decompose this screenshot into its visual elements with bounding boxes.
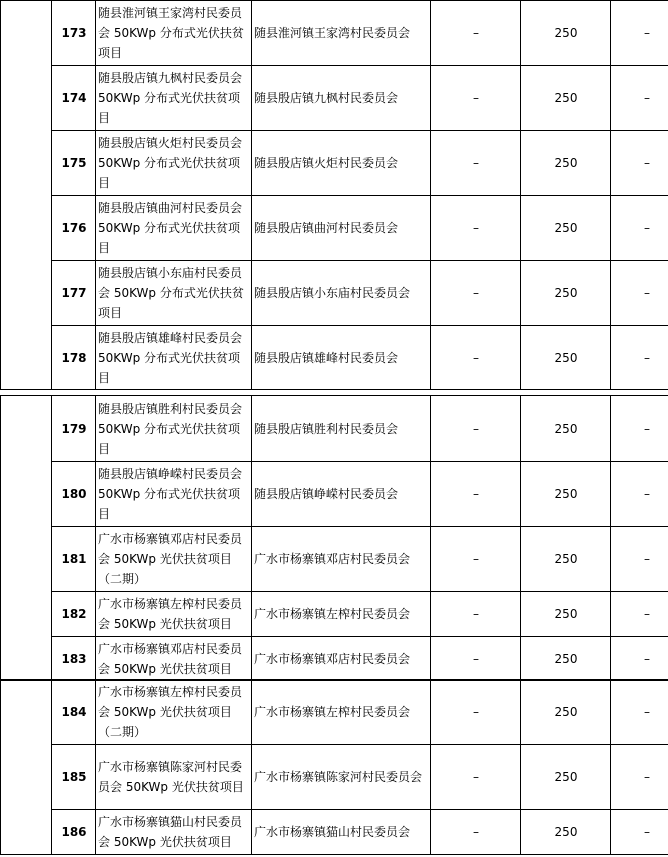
value-a: –	[431, 1, 521, 66]
value-a: –	[431, 261, 521, 326]
row-number: 184	[52, 680, 96, 745]
row-number: 186	[52, 810, 96, 855]
project-name: 广水市杨寨镇邓店村民委员会 50KWp 光伏扶贫项目（二期）	[96, 527, 252, 592]
value-c: –	[611, 745, 668, 810]
project-name: 广水市杨寨镇陈家河村民委员会 50KWp 光伏扶贫项目	[96, 745, 252, 810]
value-c: –	[611, 810, 668, 855]
value-a: –	[431, 637, 521, 681]
group-cell	[1, 396, 52, 681]
project-table-block-2	[0, 395, 668, 681]
group-cell	[1, 680, 52, 855]
project-name: 随县殷店镇曲河村民委员会 50KWp 分布式光伏扶贫项目	[96, 196, 252, 261]
value-c: –	[611, 1, 668, 66]
table-row	[1, 396, 668, 462]
table-row	[1, 261, 668, 326]
project-name: 随县殷店镇小东庙村民委员会 50KWp 分布式光伏扶贫项目	[96, 261, 252, 326]
table-row	[1, 592, 668, 637]
owner-unit: 随县殷店镇曲河村民委员会	[252, 196, 431, 261]
value-b: 250	[521, 396, 611, 462]
project-name: 随县殷店镇火炬村民委员会 50KWp 分布式光伏扶贫项目	[96, 131, 252, 196]
value-b: 250	[521, 637, 611, 681]
owner-unit: 广水市杨寨镇左榨村民委员会	[252, 680, 431, 745]
owner-unit: 广水市杨寨镇陈家河村民委员会	[252, 745, 431, 810]
project-name: 广水市杨寨镇猫山村民委员会 50KWp 光伏扶贫项目	[96, 810, 252, 855]
value-a: –	[431, 462, 521, 527]
project-name: 广水市杨寨镇左榨村民委员会 50KWp 光伏扶贫项目（二期）	[96, 680, 252, 745]
table-row	[1, 66, 668, 131]
owner-unit: 随县殷店镇小东庙村民委员会	[252, 261, 431, 326]
value-b: 250	[521, 680, 611, 745]
table-row	[1, 680, 668, 745]
value-a: –	[431, 196, 521, 261]
value-c: –	[611, 680, 668, 745]
project-name: 随县殷店镇峥嵘村民委员会 50KWp 分布式光伏扶贫项目	[96, 462, 252, 527]
value-c: –	[611, 131, 668, 196]
owner-unit: 随县殷店镇胜利村民委员会	[252, 396, 431, 462]
row-number: 175	[52, 131, 96, 196]
owner-unit: 广水市杨寨镇左榨村民委员会	[252, 592, 431, 637]
project-name: 广水市杨寨镇邓店村民委员会 50KWp 光伏扶贫项目	[96, 637, 252, 681]
owner-unit: 随县殷店镇峥嵘村民委员会	[252, 462, 431, 527]
value-b: 250	[521, 810, 611, 855]
row-number: 185	[52, 745, 96, 810]
row-number: 182	[52, 592, 96, 637]
value-a: –	[431, 810, 521, 855]
project-table-block-1	[0, 0, 668, 390]
owner-unit: 随县殷店镇火炬村民委员会	[252, 131, 431, 196]
value-b: 250	[521, 745, 611, 810]
value-c: –	[611, 462, 668, 527]
value-b: 250	[521, 592, 611, 637]
value-c: –	[611, 66, 668, 131]
row-number: 180	[52, 462, 96, 527]
value-c: –	[611, 396, 668, 462]
value-c: –	[611, 637, 668, 681]
project-name: 随县殷店镇雄峰村民委员会 50KWp 分布式光伏扶贫项目	[96, 326, 252, 390]
project-name: 随县殷店镇胜利村民委员会 50KWp 分布式光伏扶贫项目	[96, 396, 252, 462]
value-a: –	[431, 396, 521, 462]
row-number: 173	[52, 1, 96, 66]
value-b: 250	[521, 326, 611, 390]
row-number: 181	[52, 527, 96, 592]
group-cell	[1, 1, 52, 390]
value-a: –	[431, 527, 521, 592]
row-number: 174	[52, 66, 96, 131]
value-c: –	[611, 326, 668, 390]
value-a: –	[431, 66, 521, 131]
value-b: 250	[521, 196, 611, 261]
owner-unit: 广水市杨寨镇邓店村民委员会	[252, 527, 431, 592]
row-number: 178	[52, 326, 96, 390]
project-table-block-3	[0, 679, 668, 855]
table-row	[1, 131, 668, 196]
value-a: –	[431, 745, 521, 810]
value-a: –	[431, 680, 521, 745]
table-row	[1, 745, 668, 810]
value-b: 250	[521, 462, 611, 527]
row-number: 177	[52, 261, 96, 326]
table-row	[1, 810, 668, 855]
value-a: –	[431, 131, 521, 196]
value-c: –	[611, 527, 668, 592]
value-b: 250	[521, 261, 611, 326]
owner-unit: 随县殷店镇九枫村民委员会	[252, 66, 431, 131]
value-b: 250	[521, 131, 611, 196]
project-name: 广水市杨寨镇左榨村民委员会 50KWp 光伏扶贫项目	[96, 592, 252, 637]
value-a: –	[431, 592, 521, 637]
value-b: 250	[521, 527, 611, 592]
project-name: 随县殷店镇九枫村民委员会 50KWp 分布式光伏扶贫项目	[96, 66, 252, 131]
value-c: –	[611, 261, 668, 326]
owner-unit: 广水市杨寨镇猫山村民委员会	[252, 810, 431, 855]
row-number: 176	[52, 196, 96, 261]
project-name: 随县淮河镇王家湾村民委员会 50KWp 分布式光伏扶贫项目	[96, 1, 252, 66]
row-number: 179	[52, 396, 96, 462]
owner-unit: 随县淮河镇王家湾村民委员会	[252, 1, 431, 66]
value-b: 250	[521, 1, 611, 66]
table-row	[1, 326, 668, 390]
table-row	[1, 462, 668, 527]
owner-unit: 随县殷店镇雄峰村民委员会	[252, 326, 431, 390]
table-row	[1, 637, 668, 681]
owner-unit: 广水市杨寨镇邓店村民委员会	[252, 637, 431, 681]
value-c: –	[611, 592, 668, 637]
table-row	[1, 527, 668, 592]
table-row	[1, 196, 668, 261]
value-a: –	[431, 326, 521, 390]
row-number: 183	[52, 637, 96, 681]
value-b: 250	[521, 66, 611, 131]
value-c: –	[611, 196, 668, 261]
table-row	[1, 1, 668, 66]
